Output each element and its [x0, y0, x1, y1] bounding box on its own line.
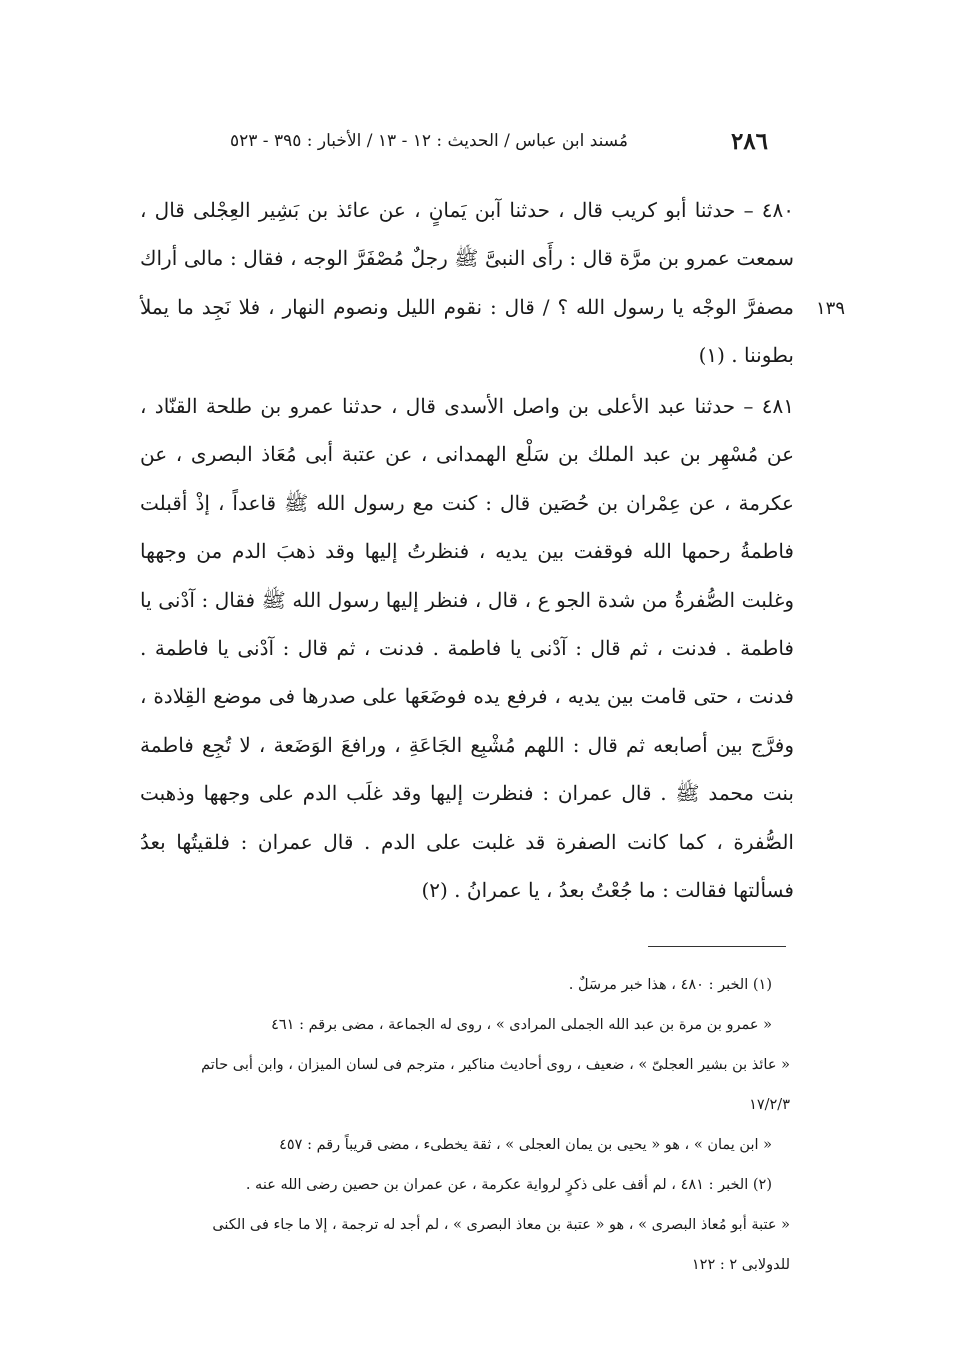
page-number: ٢٨٦ — [730, 127, 768, 155]
hadith-480-text: ٤٨٠ – حدثنا أبو كريب قال ، حدثنا آبن يَمانٍ ، عن عائذ بن بَشِير العِجْلى قال ، سمعت عمرو بن مرَّة قال : رأَى النبىَّ ﷺ رجلٌ مُصْفَرَّ الوجه ، فقال : مالى أراك مصفرَّ الوجْه يا رسول الله ؟ / قال : نقوم الليل ونصوم النهار ، فلا نَجِد ما يملأ بطوننا . (١) — [140, 198, 794, 368]
footnote-line: ١٧/٢/٣ — [749, 1097, 790, 1113]
footnotes — [140, 965, 790, 1285]
footnote-line: « ابن يمان » ، هو « يحيى بن يمان العجلى » ، ثقة يخطىء ، مضى قريباً رقم : ٤٥٧ — [279, 1137, 772, 1153]
footnote-divider — [648, 946, 786, 947]
footnote-line: « عتبة أبو مُعاذ البصرى » ، هو « عتبة بن معاذ البصرى » ، لم أجد له ترجمة ، إلا ما جاء فى الكنى — [212, 1217, 790, 1233]
hadith-481-text: ٤٨١ – حدثنا عبد الأعلى بن واصل الأسدى قال ، حدثنا عمرو بن طلحة القنّاد ، عن مُسْهِر بن عبد الملك بن سَلْع الهمدانى ، عن عتبة أبى مُعَاذ البصرى ، عن عكرمة ، عن عِمْران بن حُصَين قال : كنت مع رسول الله ﷺ قاعداً ، إذْ أقبلت فاطمةُ رحمها الله فوقفت بين يديه ، فنظرتُ إليها وقد ذهبَ الدم من وجهها وغلبت الصُّفرةُ من شدة الجو ع ، قال ، فنظر إليها رسول الله ﷺ فقال : آدْنى يا فاطمة . فدنت ، ثم قال : آدْنى يا فاطمة . فدنت ، ثم قال : آدْنى يا فاطمة . فدنت ، حتى قامت بين يديه ، فرفع يده فوضَعَها على صدرها فى موضع القِلادة ، وفرَّج بين أصابعه ثم قال : اللهم مُشْبِع الجَاعَةِ ، ورافعَ الوَضَعة ، لا تُجِع فاطمة بنت محمد ﷺ . قال عمران : فنظرت إليها وقد غلَب الدم على وجهها وذهبت الصُّفرة ، كما كانت الصفرة قد غلبت على الدم . قال عمران : فلقيتُها بعدُ فسألتها فقالت : ما جُعْتُ بعدُ ، يا عمرانُ . (٢) — [140, 394, 794, 903]
footnote-line: (٢) الخبر : ٤٨١ ، لم أقف على ذكرٍ لرواية عكرمة ، عن عمران بن حصين رضى الله عنه . — [245, 1177, 772, 1193]
footnote-line: للدولابى ٢ : ١٢٢ — [691, 1257, 790, 1273]
footnote-line: « عمرو بن مرة بن عبد الله الجملى المرادى » ، روى له الجماعة ، مضى برقم : ٤٦١ — [271, 1017, 772, 1033]
margin-page-number: ١٣٩ — [816, 298, 846, 319]
footnote-line: « عائذ بن بشير العجلىّ » ، ضعيف ، روى أحاديث مناكير ، مترجم فى لسان الميزان ، وابن أبى حاتم — [201, 1057, 790, 1073]
footnote-line: (١) الخبر : ٤٨٠ ، هذا خبر مرسَلٌ . — [568, 977, 772, 993]
running-title: مُسند ابن عباس / الحديث : ١٢ - ١٣ / الأخبار : ٣٩٥ - ٥٢٣ — [230, 131, 629, 151]
page-header — [230, 124, 768, 158]
